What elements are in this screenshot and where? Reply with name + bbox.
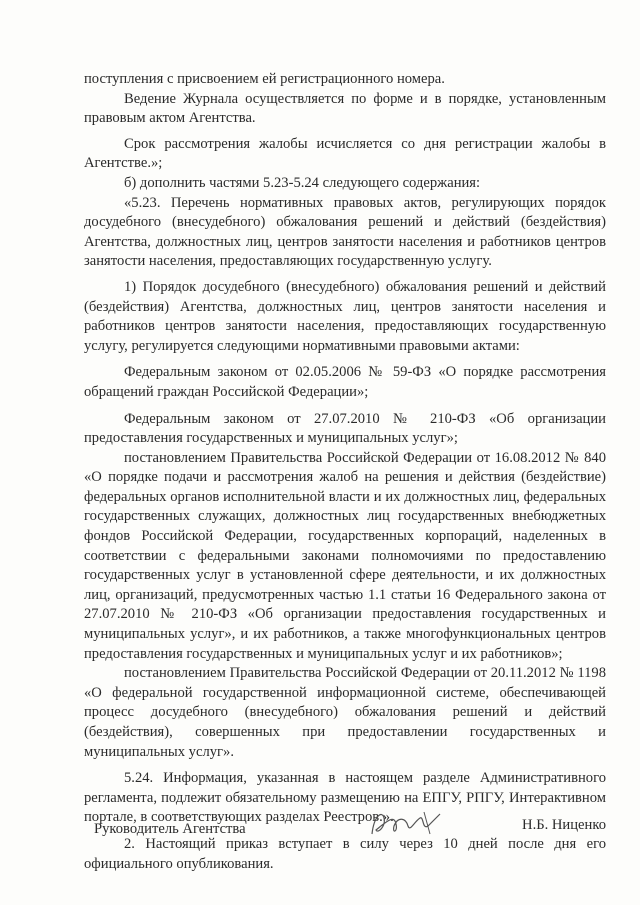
- paragraph-law-210: Федеральным законом от 27.07.2010 № 210-ФЗ «Об организации предоставления государственных и муниципальных услуг»;: [84, 410, 606, 447]
- paragraph-resolution-840: постановлением Правительства Российской Федерации от 16.08.2012 № 840 «О порядке подачи и рассмотрения жалоб на решения и действия (бездействие) федеральных органов исполнительной власти и их должностных лиц, федеральных государственных служащих, должностных лиц государственных внебюджетных фондов Российской Федерации, государственных корпораций, наделенных в соответствии с федеральными законами полномочиями по предоставлению государственных услуг в установленной сфере деятельности, и их должностных лиц, организаций, предусмотренных частью 1.1 статьи 16 Федерального закона от 27.07.2010 № 210-ФЗ «Об организации предоставления государственных и муниципальных услуг», и их работников, а также многофункциональных центров предоставления государственных и муниципальных услуг и их работников»;: [84, 449, 606, 662]
- signatory-role: Руководитель Агентства: [94, 821, 246, 837]
- paragraph-resolution-1198: постановлением Правительства Российской Федерации от 20.11.2012 № 1198 «О федеральной государственной информационной системе, обеспечивающей процесс досудебного (внесудебного) обжалования решений и действий (бездействия), совершенных при предоставлении государственных и муниципальных услуг».: [84, 665, 606, 760]
- paragraph-5-23: «5.23. Перечень нормативных правовых актов, регулирующих порядок досудебного (внесудебного) обжалования решений и действий (бездействия) Агентства, должностных лиц, центров занятости населения и работников центров занятости населения, предоставляющих государственную услугу.: [84, 194, 606, 270]
- paragraph-term: Срок рассмотрения жалобы исчисляется со дня регистрации жалобы в Агентстве.»;: [84, 135, 606, 172]
- paragraph-procedure: 1) Порядок досудебного (внесудебного) обжалования решений и действий (бездействия) Агентства, должностных лиц, центров занятости населения и работников центров занятости населения, предоставляющих государственную услугу, регулируется следующими нормативными правовыми актами:: [84, 278, 606, 354]
- paragraph-effective-date: 2. Настоящий приказ вступает в силу через 10 дней после дня его официального опубликования.: [84, 835, 606, 872]
- paragraph-amendment-b: б) дополнить частями 5.23-5.24 следующего содержания:: [124, 174, 481, 191]
- signatory-name: Н.Б. Ниценко: [522, 817, 606, 833]
- paragraph-law-59: Федеральным законом от 02.05.2006 № 59-ФЗ «О порядке рассмотрения обращений граждан Российской Федерации»;: [84, 364, 606, 400]
- paragraph-registration: поступления с присвоением ей регистрационного номера.: [84, 71, 445, 87]
- paragraph-5-24: 5.24. Информация, указанная в настоящем разделе Административного регламента, подлежит обязательному размещению на ЕПГУ, РПГУ, Интерактивном портале, в соответствующих разделах Реестров.».: [84, 770, 606, 826]
- handwritten-signature: [364, 804, 454, 844]
- paragraph-journal: Ведение Журнала осуществляется по форме и в порядке, установленным правовым актом Агентства.: [84, 90, 606, 127]
- document-body: [84, 70, 606, 874]
- signature-block: [84, 817, 606, 850]
